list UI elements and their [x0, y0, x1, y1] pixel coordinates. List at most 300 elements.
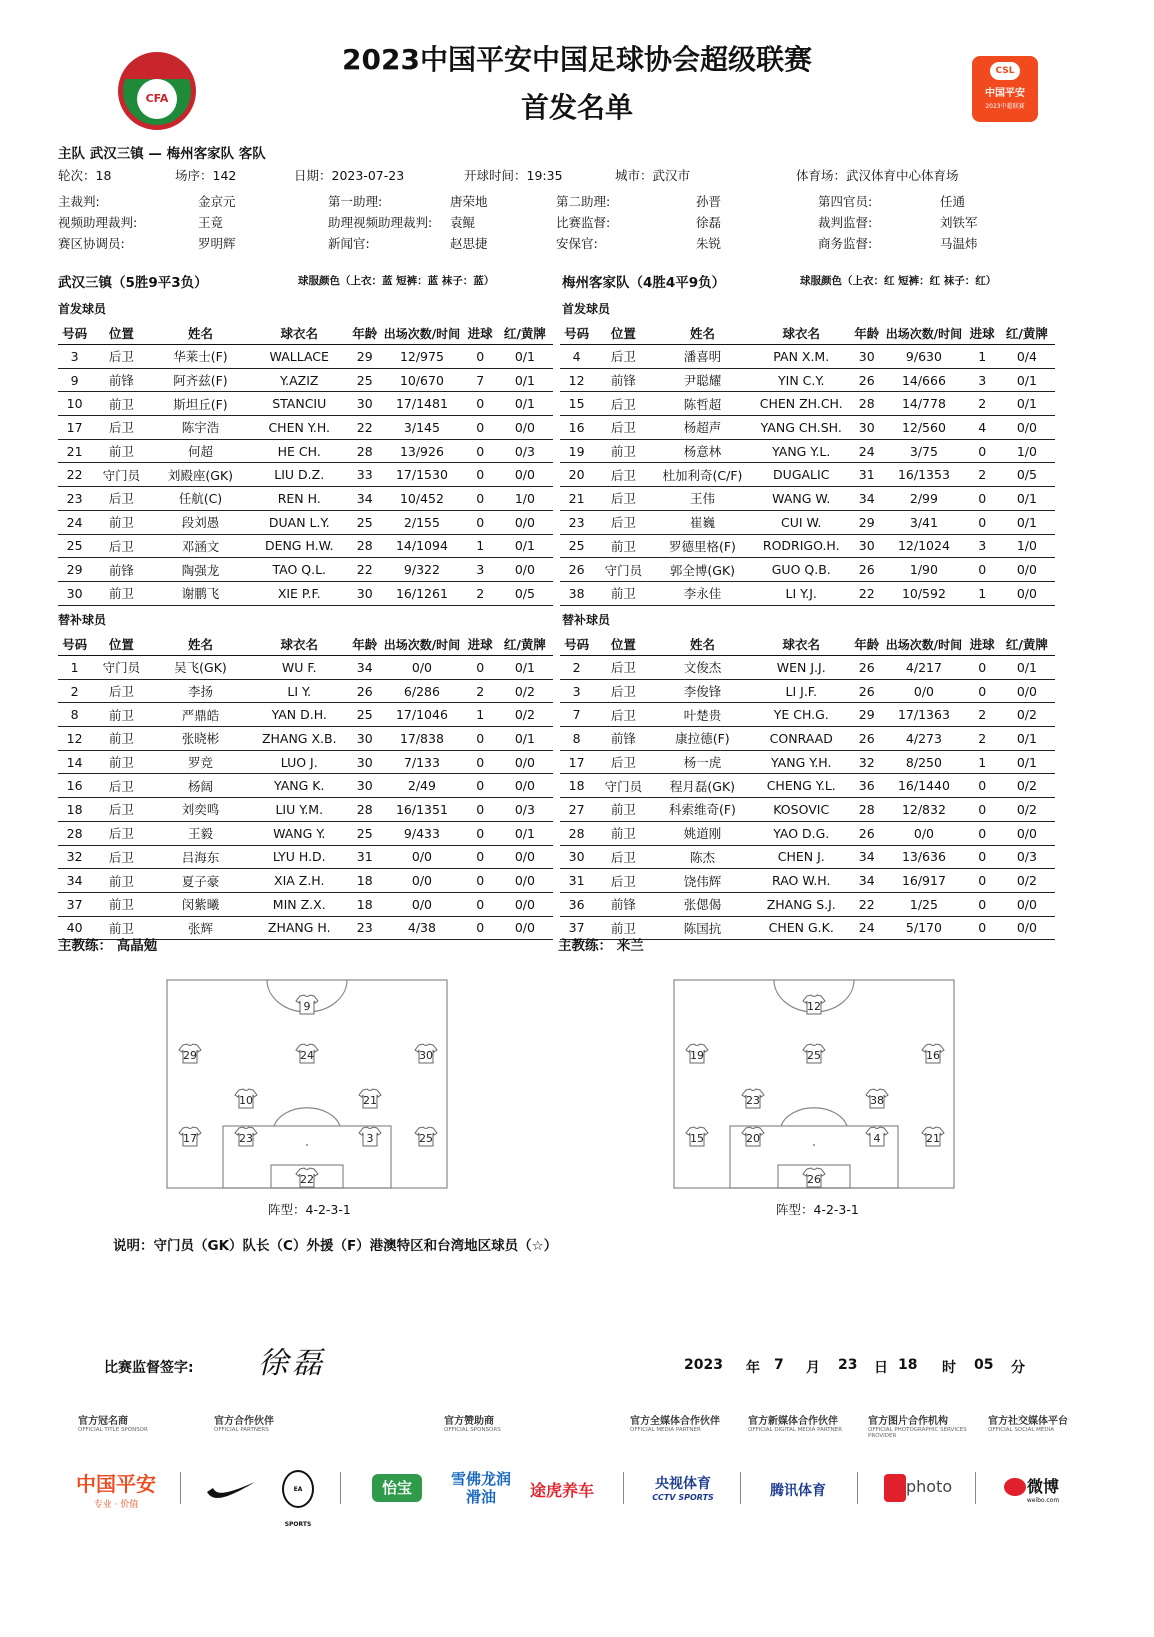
table-cell: 0/1: [999, 656, 1055, 680]
sponsor-category-cn: 官方社交媒体平台: [988, 1416, 1068, 1427]
table-cell: YIN C.Y.: [751, 368, 851, 392]
table-cell: 2: [464, 581, 497, 605]
sign-month-unit: 月: [806, 1360, 820, 1376]
official-value: 王竟: [198, 215, 224, 230]
table-cell: 罗德里格(F): [654, 534, 752, 558]
table-cell: 0/0: [999, 916, 1055, 940]
sponsor-category-cn: 官方全媒体合作伙伴: [630, 1416, 720, 1427]
official-label: 裁判监督:: [818, 215, 873, 230]
sponsor-category-cn: 官方合作伙伴: [214, 1416, 274, 1427]
table-cell: 0: [966, 916, 999, 940]
table-cell: YANG CH.SH.: [751, 416, 851, 440]
table-cell: 34: [851, 869, 882, 893]
home-formation: 阵型：4-2-3-1: [268, 1202, 351, 1217]
table-cell: YAO D.G.: [751, 821, 851, 845]
sponsor-category-en: OFFICIAL DIGITAL MEDIA PARTNER: [748, 1427, 843, 1433]
table-cell: 17/1530: [380, 463, 463, 487]
table-cell: 17/838: [380, 727, 463, 751]
doc-subtitle: 首发名单: [520, 91, 633, 124]
table-cell: 0: [464, 463, 497, 487]
table-row: [58, 510, 553, 534]
sponsor-category-en: OFFICIAL SOCIAL MEDIA: [988, 1427, 1055, 1433]
sign-day-unit: 日: [874, 1360, 888, 1376]
table-row: [58, 581, 553, 605]
table-cell: 0: [966, 798, 999, 822]
table-cell: 吴飞(GK): [152, 656, 250, 680]
table-row: [560, 703, 1055, 727]
icphoto-logo: photo: [906, 1477, 953, 1496]
ea-sports-text: EA SPORTS: [284, 1486, 312, 1528]
table-cell: 23: [560, 510, 593, 534]
table-cell: 25: [560, 534, 593, 558]
table-cell: 刘奕鸣: [152, 798, 250, 822]
table-cell: 12: [560, 368, 593, 392]
table-cell: 1: [966, 345, 999, 369]
cctv-logo-sub: CCTV SPORTS: [652, 1493, 714, 1502]
table-cell: 12/560: [882, 416, 965, 440]
table-cell: 后卫: [91, 534, 151, 558]
table-cell: 1/0: [999, 439, 1055, 463]
table-cell: 30: [349, 392, 380, 416]
divider: [857, 1472, 858, 1504]
round: 轮次：18: [58, 168, 112, 183]
table-cell: 0/3: [999, 845, 1055, 869]
table-cell: 30: [560, 845, 593, 869]
table-cell: LI Y.J.: [751, 581, 851, 605]
table-cell: 0/4: [999, 345, 1055, 369]
table-cell: 陈杰: [654, 845, 752, 869]
table-cell: 前卫: [91, 703, 151, 727]
table-cell: 22: [349, 416, 380, 440]
table-cell: 28: [349, 534, 380, 558]
table-cell: 3: [464, 558, 497, 582]
table-cell: 37: [560, 916, 593, 940]
table-cell: 9/630: [882, 345, 965, 369]
official-label: 新闻官:: [328, 236, 370, 251]
table-cell: 12/832: [882, 798, 965, 822]
player-shirt-number: 20: [746, 1132, 760, 1145]
table-cell: 前锋: [593, 892, 653, 916]
table-cell: 5/170: [882, 916, 965, 940]
table-cell: 22: [349, 558, 380, 582]
table-cell: 1/0: [497, 487, 553, 511]
table-cell: 0/3: [497, 439, 553, 463]
column-header: 号码: [58, 322, 91, 345]
column-header: 位置: [91, 322, 151, 345]
divider: [975, 1472, 976, 1504]
table-cell: 严鼎皓: [152, 703, 250, 727]
table-cell: 18: [58, 798, 91, 822]
table-cell: 0/2: [999, 798, 1055, 822]
penalty-spot: [306, 1144, 308, 1146]
table-cell: YANG Y.H.: [751, 750, 851, 774]
pingan-logo: [76, 1468, 156, 1510]
ea-sports-logo: [282, 1470, 314, 1528]
column-header: 进球: [966, 633, 999, 656]
sponsor-category: [444, 1412, 564, 1433]
table-cell: YE CH.G.: [751, 703, 851, 727]
table-cell: 0: [966, 774, 999, 798]
table-cell: 前锋: [91, 558, 151, 582]
player-shirt-number: 24: [300, 1049, 314, 1062]
table-cell: 0/5: [999, 463, 1055, 487]
table-cell: 1: [58, 656, 91, 680]
table-cell: 12/1024: [882, 534, 965, 558]
official-value: 马温炜: [940, 236, 978, 251]
table-cell: CHEN G.K.: [751, 916, 851, 940]
sponsor-category-en: OFFICIAL PHOTOGRAPHIC SERVICES PROVIDER: [868, 1427, 967, 1439]
stadium: 体育场：武汉体育中心体育场: [796, 168, 959, 183]
table-cell: 26: [560, 558, 593, 582]
csl-logo-badge: CSL: [990, 62, 1020, 80]
table-cell: 杨一虎: [654, 750, 752, 774]
table-cell: 34: [58, 869, 91, 893]
tencent-sports-logo: 腾讯体育: [770, 1483, 826, 1499]
table-row: [58, 534, 553, 558]
player-shirt-number: 23: [746, 1094, 760, 1107]
table-cell: 36: [560, 892, 593, 916]
table-cell: 0/1: [999, 727, 1055, 751]
table-cell: 2/99: [882, 487, 965, 511]
table-cell: 0/0: [380, 892, 463, 916]
table-row: [58, 487, 553, 511]
table-cell: Y.AZIZ: [249, 368, 349, 392]
sign-hour: 18: [898, 1357, 918, 1373]
table-cell: 2: [966, 463, 999, 487]
table-cell: 0: [464, 892, 497, 916]
table-cell: 0/0: [380, 845, 463, 869]
table-cell: 前卫: [91, 750, 151, 774]
table-cell: 10/670: [380, 368, 463, 392]
table-row: [58, 416, 553, 440]
pingan-logo-sub: 专业 · 价值: [93, 1500, 139, 1510]
table-cell: 26: [851, 821, 882, 845]
table-cell: 后卫: [593, 463, 653, 487]
official-label: 助理视频助理裁判:: [328, 215, 433, 230]
official-label: 第四官员:: [818, 194, 873, 209]
table-row: [58, 439, 553, 463]
official-value: 金京元: [198, 194, 236, 209]
table-cell: 26: [851, 558, 882, 582]
table-cell: 后卫: [91, 821, 151, 845]
table-cell: 26: [851, 368, 882, 392]
table-cell: 0/0: [497, 510, 553, 534]
table-cell: 文俊杰: [654, 656, 752, 680]
table-cell: WALLACE: [249, 345, 349, 369]
sponsor-category: [630, 1412, 750, 1433]
table-cell: 陈哲超: [654, 392, 752, 416]
column-header: 姓名: [152, 633, 250, 656]
table-cell: 38: [560, 581, 593, 605]
table-cell: GUO Q.B.: [751, 558, 851, 582]
table-row: [58, 727, 553, 751]
table-cell: 0/0: [497, 463, 553, 487]
table-cell: 0/0: [380, 869, 463, 893]
table-cell: 后卫: [91, 798, 151, 822]
match-date: 日期：2023-07-23: [294, 168, 405, 183]
home-team-name: 武汉三镇（5胜9平3负）: [58, 275, 208, 291]
table-cell: 罗竞: [152, 750, 250, 774]
table-cell: 刘殿座(GK): [152, 463, 250, 487]
table-cell: 18: [349, 869, 380, 893]
column-header: 位置: [593, 633, 653, 656]
table-cell: 29: [58, 558, 91, 582]
table-cell: 8: [560, 727, 593, 751]
column-header: 姓名: [152, 322, 250, 345]
table-cell: 0: [966, 656, 999, 680]
table-cell: 尹聪耀: [654, 368, 752, 392]
table-row: [58, 892, 553, 916]
table-cell: 29: [851, 703, 882, 727]
table-cell: 7: [560, 703, 593, 727]
table-cell: 0: [464, 774, 497, 798]
table-row: [560, 750, 1055, 774]
table-cell: 30: [851, 345, 882, 369]
away-subs-table: [560, 633, 1055, 940]
divider: [340, 1472, 341, 1504]
table-cell: 后卫: [593, 392, 653, 416]
table-cell: 34: [851, 487, 882, 511]
player-shirt-number: 21: [926, 1132, 940, 1145]
official-value: 罗明辉: [198, 236, 236, 251]
doc-title: 2023中国平安中国足球协会超级联赛: [342, 43, 812, 76]
table-row: [58, 392, 553, 416]
table-cell: 4/38: [380, 916, 463, 940]
table-row: [560, 821, 1055, 845]
column-header: 年龄: [349, 322, 380, 345]
table-cell: 14: [58, 750, 91, 774]
table-cell: CHEN J.: [751, 845, 851, 869]
table-cell: 姚道刚: [654, 821, 752, 845]
table-cell: 16/1261: [380, 581, 463, 605]
sponsor-category-en: OFFICIAL MEDIA PARTNER: [630, 1427, 701, 1433]
column-header: 年龄: [851, 633, 882, 656]
table-cell: 14/778: [882, 392, 965, 416]
away-team-name: 梅州客家队（4胜4平9负）: [562, 275, 726, 291]
table-cell: LIU Y.M.: [249, 798, 349, 822]
table-cell: 0: [464, 392, 497, 416]
column-header: 年龄: [349, 633, 380, 656]
table-cell: 0: [464, 845, 497, 869]
cfa-logo-text: CFA: [137, 79, 177, 119]
table-cell: 后卫: [593, 656, 653, 680]
table-cell: 2/49: [380, 774, 463, 798]
column-header: 红/黄牌: [999, 633, 1055, 656]
table-cell: 3: [58, 345, 91, 369]
table-cell: 阿齐兹(F): [152, 368, 250, 392]
table-cell: 28: [851, 798, 882, 822]
table-cell: 陈宇浩: [152, 416, 250, 440]
sign-year: 2023: [684, 1357, 723, 1373]
away-coach: 主教练： 米兰: [558, 938, 644, 954]
table-cell: 0/2: [999, 774, 1055, 798]
table-cell: 守门员: [593, 558, 653, 582]
home-formation-pitch: [166, 979, 448, 1189]
table-cell: DENG H.W.: [249, 534, 349, 558]
table-cell: 后卫: [91, 774, 151, 798]
table-cell: 6/286: [380, 679, 463, 703]
table-row: [560, 463, 1055, 487]
sponsor-category: [868, 1412, 988, 1439]
table-cell: 夏子豪: [152, 869, 250, 893]
home-starters-table: [58, 322, 553, 606]
table-cell: 后卫: [593, 487, 653, 511]
table-cell: 程月磊(GK): [654, 774, 752, 798]
sign-year-unit: 年: [746, 1360, 760, 1376]
official-label: 安保官:: [556, 236, 598, 251]
table-cell: 前卫: [593, 821, 653, 845]
home-coach: 主教练： 高晶勉: [58, 938, 158, 954]
table-cell: 潘喜明: [654, 345, 752, 369]
table-cell: 0: [966, 558, 999, 582]
table-cell: 0/0: [497, 558, 553, 582]
table-cell: 张辉: [152, 916, 250, 940]
table-cell: 0: [966, 821, 999, 845]
table-row: [58, 703, 553, 727]
column-header: 姓名: [654, 633, 752, 656]
csl-logo: [972, 56, 1038, 122]
table-cell: 28: [851, 392, 882, 416]
sponsor-category-cn: 官方赞助商: [444, 1416, 494, 1427]
table-cell: CHEN Y.H.: [249, 416, 349, 440]
home-starters-label: 首发球员: [58, 302, 107, 316]
home-kit-colors: 球服颜色（上衣：蓝 短裤：蓝 袜子：蓝）: [298, 275, 495, 287]
table-cell: 18: [349, 892, 380, 916]
table-cell: 郭全博(GK): [654, 558, 752, 582]
table-row: [560, 774, 1055, 798]
sign-month: 7: [774, 1357, 784, 1373]
table-cell: 8: [58, 703, 91, 727]
pingan-logo-text: 中国平安: [76, 1472, 156, 1496]
player-shirt-number: 23: [239, 1132, 253, 1145]
official-value: 刘铁军: [940, 215, 978, 230]
table-cell: 叶楚贵: [654, 703, 752, 727]
table-cell: 0/1: [999, 368, 1055, 392]
table-cell: 4: [966, 416, 999, 440]
table-cell: XIE P.F.: [249, 581, 349, 605]
table-cell: 前卫: [593, 798, 653, 822]
table-cell: 守门员: [91, 656, 151, 680]
table-cell: 16/1440: [882, 774, 965, 798]
table-cell: 16: [560, 416, 593, 440]
table-cell: 0/0: [999, 416, 1055, 440]
weibo-logo-sub: weibo.com: [1026, 1497, 1060, 1504]
official-label: 主裁判:: [58, 194, 100, 209]
table-cell: 0: [966, 679, 999, 703]
table-row: [560, 487, 1055, 511]
table-cell: 3: [966, 368, 999, 392]
table-row: [560, 510, 1055, 534]
column-header: 进球: [464, 322, 497, 345]
table-cell: 后卫: [91, 845, 151, 869]
player-shirt-number: 29: [183, 1049, 197, 1062]
table-cell: 0: [966, 892, 999, 916]
table-cell: 前卫: [91, 869, 151, 893]
table-cell: 后卫: [593, 679, 653, 703]
table-cell: 0/1: [999, 392, 1055, 416]
table-cell: 后卫: [593, 869, 653, 893]
sponsor-category: [78, 1412, 198, 1433]
table-cell: 30: [851, 416, 882, 440]
table-cell: 前卫: [91, 892, 151, 916]
table-cell: 后卫: [593, 703, 653, 727]
column-header: 红/黄牌: [497, 322, 553, 345]
yibao-logo: 怡宝: [372, 1474, 422, 1502]
table-cell: 36: [851, 774, 882, 798]
table-cell: 李永佳: [654, 581, 752, 605]
table-cell: WANG W.: [751, 487, 851, 511]
cctv-sports-logo: [650, 1473, 716, 1502]
table-cell: 前卫: [593, 581, 653, 605]
table-cell: 崔巍: [654, 510, 752, 534]
table-cell: 10/592: [882, 581, 965, 605]
column-header: 球衣名: [249, 633, 349, 656]
table-cell: 0/2: [497, 703, 553, 727]
table-cell: 0: [464, 821, 497, 845]
table-cell: LUO J.: [249, 750, 349, 774]
column-header: 进球: [464, 633, 497, 656]
table-cell: 15: [560, 392, 593, 416]
table-cell: LYU H.D.: [249, 845, 349, 869]
signature-label: 比赛监督签字:: [104, 1360, 194, 1376]
table-cell: 后卫: [593, 345, 653, 369]
table-cell: LI Y.: [249, 679, 349, 703]
sponsor-category-cn: 官方新媒体合作伙伴: [748, 1416, 838, 1427]
table-cell: 14/1094: [380, 534, 463, 558]
table-cell: 0/0: [882, 821, 965, 845]
sign-day: 23: [838, 1357, 858, 1373]
table-cell: ZHANG X.B.: [249, 727, 349, 751]
column-header: 球衣名: [249, 322, 349, 345]
table-cell: HE CH.: [249, 439, 349, 463]
player-shirt-number: 21: [363, 1094, 377, 1107]
table-cell: REN H.: [249, 487, 349, 511]
table-row: [58, 821, 553, 845]
player-shirt-number: 9: [303, 1000, 311, 1013]
table-cell: 3: [966, 534, 999, 558]
column-header: 出场次数/时间: [380, 322, 463, 345]
table-cell: 张晓彬: [152, 727, 250, 751]
table-cell: 21: [560, 487, 593, 511]
penalty-arc: [274, 1108, 340, 1126]
column-header: 球衣名: [751, 322, 851, 345]
table-cell: 前卫: [91, 510, 151, 534]
table-cell: 杜加利奇(C/F): [654, 463, 752, 487]
table-cell: 谢鹏飞: [152, 581, 250, 605]
table-cell: 22: [851, 892, 882, 916]
table-cell: 科索维奇(F): [654, 798, 752, 822]
column-header: 位置: [593, 322, 653, 345]
table-cell: 2: [966, 392, 999, 416]
table-row: [560, 656, 1055, 680]
table-cell: STANCIU: [249, 392, 349, 416]
sponsor-category: [214, 1412, 334, 1433]
player-shirt-number: 25: [807, 1049, 821, 1062]
table-cell: 0/1: [497, 345, 553, 369]
table-cell: 22: [58, 463, 91, 487]
table-cell: 13/636: [882, 845, 965, 869]
table-cell: 2: [58, 679, 91, 703]
table-row: [58, 869, 553, 893]
table-row: [560, 892, 1055, 916]
city: 城市：武汉市: [615, 168, 691, 183]
table-cell: 18: [560, 774, 593, 798]
table-cell: 27: [560, 798, 593, 822]
table-cell: 0: [966, 845, 999, 869]
table-cell: 32: [851, 750, 882, 774]
table-row: [58, 368, 553, 392]
table-cell: 25: [349, 510, 380, 534]
